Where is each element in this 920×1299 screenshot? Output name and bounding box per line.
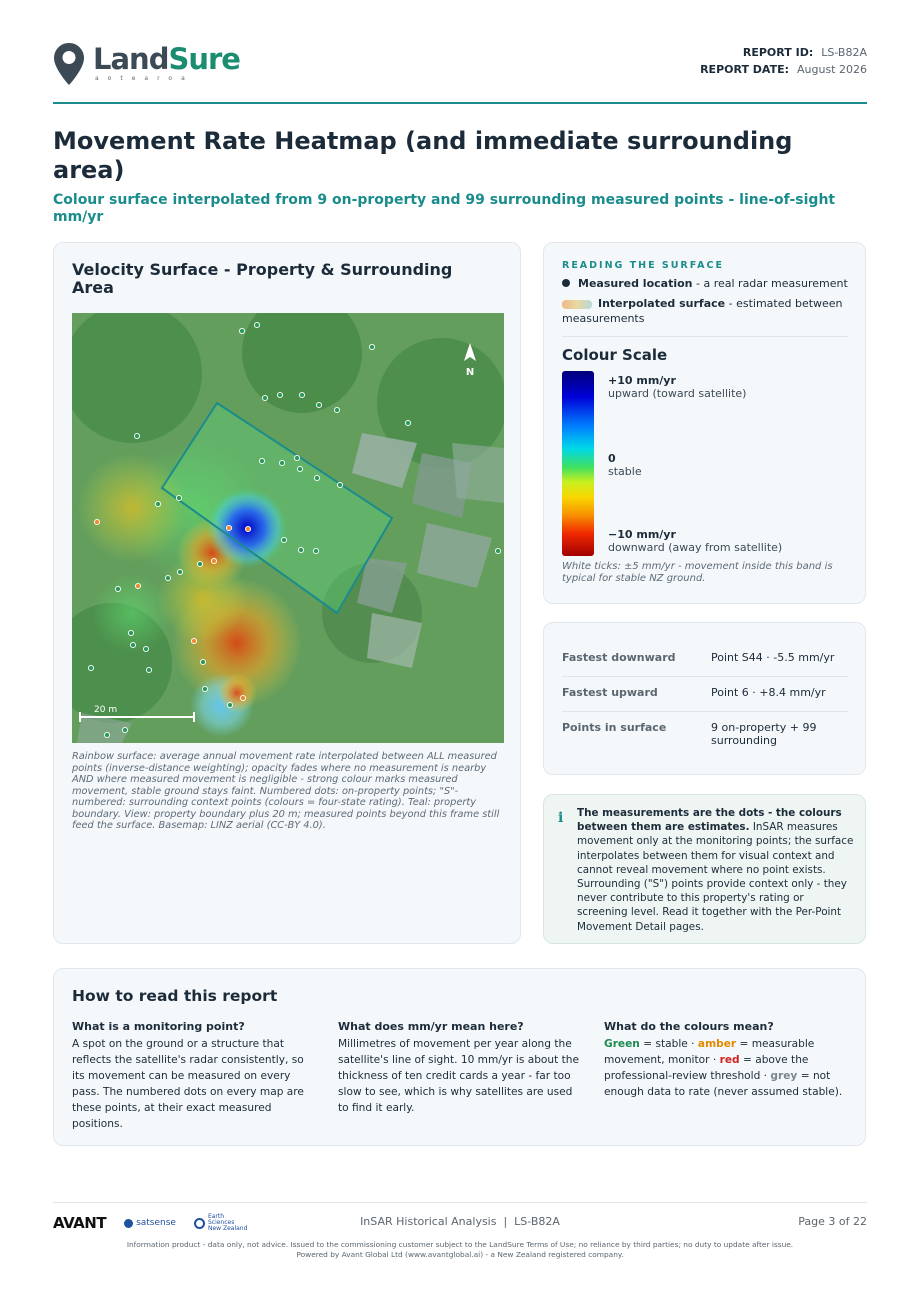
scale-bottom-value: −10 mm/yr: [608, 528, 676, 541]
measurement-point: [495, 548, 500, 553]
scale-label: 20 m: [94, 705, 118, 715]
how-to-read-card: [53, 968, 866, 1146]
scale-mid-value: 0: [608, 452, 616, 465]
legend-eyebrow: READING THE SURFACE: [562, 260, 724, 271]
report-date-value: August 2026: [797, 63, 867, 76]
measurement-point: [369, 344, 374, 349]
howto-col-title: What do the colours mean?: [604, 1020, 774, 1033]
measurement-point: [177, 569, 182, 574]
disclaimer-line: Powered by Avant Global Ltd (www.avantglobal.ai) - a New Zealand registered company.: [296, 1250, 624, 1259]
footer-disclaimer: [53, 1240, 867, 1260]
howto-col-text: Millimetres of movement per year along the satellite's line of sight. 10 mm/yr is about the thickness of ten credit cards a year - far too slow to see, which is why satellites are used to find it early.: [338, 1038, 580, 1114]
measurement-point: [298, 547, 303, 552]
info-rest: InSAR measures movement only at the monitoring points; the surface interpolates between them for visual context and cannot reveal movement where no point exists. Surrounding ("S") points provide context only - they never contribute to this property's rating or screening level. Read it together with the Per-Point Movement Detail pages.: [577, 821, 854, 933]
measurement-point: [259, 458, 264, 463]
measurement-point: [245, 526, 250, 531]
info-icon: i: [558, 810, 564, 826]
scale-top-label: [608, 374, 746, 400]
avant-logo: AVANT: [53, 1214, 107, 1232]
earth-sciences-logo: [194, 1214, 248, 1232]
stat-label: Points in surface: [562, 721, 667, 734]
measurement-point: [128, 630, 133, 635]
landsure-logo: [53, 42, 240, 86]
measurement-point: [104, 732, 109, 737]
map-pin-icon: [53, 42, 85, 86]
colour-text: = above the professional-review threshold ·: [604, 1054, 809, 1082]
measurement-point: [294, 455, 299, 460]
measurement-point: [297, 466, 302, 471]
measurement-point: [94, 519, 99, 524]
satsense-logo: [124, 1218, 176, 1228]
measurement-point: [115, 586, 120, 591]
legend-measured-label: Measured location: [578, 277, 693, 290]
legend-interp-label: Interpolated surface: [598, 297, 726, 310]
colour-text: = not enough data to rate (never assumed stable).: [604, 1070, 843, 1098]
measurement-point: [197, 561, 202, 566]
page-header: [53, 42, 867, 104]
stats-card: [543, 622, 866, 775]
stat-label: Fastest upward: [562, 686, 658, 699]
report-date-label: REPORT DATE:: [700, 63, 789, 76]
howto-col-text: A spot on the ground or a structure that reflects the satellite's radar consistently, so its movement can be measured on every pass. The numbered dots on every map are these points, at their exact measured positions.: [72, 1038, 304, 1130]
logo-subtitle: aotearoa: [95, 75, 194, 82]
measurement-point: [314, 475, 319, 480]
measurement-point: [165, 575, 170, 580]
scale-mid-label: [608, 452, 642, 478]
stat-value: Point S44 · -5.5 mm/yr: [711, 651, 835, 664]
measurement-point: [176, 495, 181, 500]
howto-col-title: What is a monitoring point?: [72, 1020, 245, 1033]
measurement-point: [211, 558, 216, 563]
measurement-point: [277, 392, 282, 397]
measurement-point: [239, 328, 244, 333]
measured-dot-icon: [562, 279, 570, 287]
measurement-point: [337, 482, 342, 487]
logo-word-sure: Sure: [168, 42, 240, 76]
measurement-point: [226, 525, 231, 530]
info-text: [577, 806, 855, 934]
report-id-value: LS-B82A: [821, 46, 867, 59]
scale-note: White ticks: ±5 mm/yr - movement inside this band is typical for stable NZ ground.: [562, 561, 833, 584]
howto-col-title: What does mm/yr mean here?: [338, 1020, 524, 1033]
scale-bottom-desc: downward (away from satellite): [608, 541, 783, 554]
report-id-label: REPORT ID:: [742, 46, 814, 59]
partner-logos: [53, 1214, 248, 1232]
measurement-point: [240, 695, 245, 700]
measurement-point: [279, 460, 284, 465]
colour-scale-bar: [562, 371, 594, 556]
footer-report-name: InSAR Historical Analysis | LS-B82A: [360, 1215, 560, 1228]
divider: [562, 711, 848, 712]
howto-col-mm-yr: [338, 1020, 583, 1116]
scale-top-desc: upward (toward satellite): [608, 387, 747, 400]
colour-green-label: Green: [604, 1038, 640, 1050]
legend-interpolated: [562, 296, 852, 326]
legend-card: [543, 242, 866, 604]
map-heading: Velocity Surface - Property & Surrounding Area: [72, 260, 453, 297]
measurement-point: [313, 548, 318, 553]
colour-grey-label: grey: [770, 1070, 798, 1082]
info-bold: The measurements are the dots - the colours between them are estimates.: [577, 807, 842, 834]
satsense-label: satsense: [136, 1218, 176, 1228]
earth-sciences-label: Earth Sciences New Zealand: [207, 1213, 248, 1232]
footer-divider: [53, 1202, 867, 1203]
interpolated-swatch-icon: [562, 300, 592, 309]
legend-measured-desc: - a real radar measurement: [692, 277, 848, 290]
scale-bottom-label: [608, 528, 782, 554]
measurement-point: [88, 665, 93, 670]
howto-heading: How to read this report: [72, 987, 278, 1005]
scale-top-value: +10 mm/yr: [608, 374, 676, 387]
colour-scale-title: Colour Scale: [562, 346, 668, 364]
measurement-point: [155, 501, 160, 506]
measurement-point: [405, 420, 410, 425]
measurement-point: [334, 407, 339, 412]
velocity-surface-card: [53, 242, 521, 944]
measurement-point: [135, 583, 140, 588]
colour-red-label: red: [719, 1054, 740, 1066]
measurement-point: [122, 727, 127, 732]
measurement-point: [254, 322, 259, 327]
scale-mid-desc: stable: [608, 465, 642, 478]
earth-sciences-icon: [194, 1218, 205, 1229]
divider: [562, 676, 848, 677]
divider: [562, 336, 848, 337]
stat-value: 9 on-property + 99 surrounding: [711, 721, 817, 747]
velocity-heatmap: [72, 313, 504, 743]
page-subtitle: Colour surface interpolated from 9 on-property and 99 surrounding measured points - line-of-sight mm/yr: [53, 192, 836, 225]
info-callout: [543, 794, 866, 944]
colour-amber-label: amber: [697, 1038, 737, 1050]
north-label: N: [465, 367, 475, 378]
map-caption: Rainbow surface: average annual movement rate interpolated between ALL measured points (inverse-distance weighting); opacity fades where no measurement is nearby AND where measured movement is negligible - strong colour marks measured movement, stable ground stays faint. Numbered dots: on-property points; "S"-numbered: surrounding context points (colours = four-state rating). Teal: property boundary. View: property boundary plus 20 m; measured points beyond this frame still feed the surface. Basemap: LINZ aerial (CC-BY 4.0).: [72, 751, 500, 831]
satsense-icon: [124, 1219, 133, 1228]
measurement-point: [299, 392, 304, 397]
page-title: Movement Rate Heatmap (and immediate surrounding area): [53, 127, 793, 184]
howto-col-colours: [604, 1020, 849, 1100]
stat-value: Point 6 · +8.4 mm/yr: [711, 686, 826, 699]
measurement-point: [146, 667, 151, 672]
measurement-point: [262, 395, 267, 400]
legend-measured: [562, 277, 848, 290]
stat-label: Fastest downward: [562, 651, 676, 664]
measurement-point: [130, 642, 135, 647]
measurement-point: [134, 433, 139, 438]
page-number: Page 3 of 22: [798, 1215, 867, 1228]
measurement-point: [316, 402, 321, 407]
measurement-point: [200, 659, 205, 664]
report-meta: [700, 44, 867, 78]
colour-text: = measurable movement, monitor ·: [604, 1038, 815, 1066]
measurement-point: [202, 686, 207, 691]
measurement-point: [143, 646, 148, 651]
howto-col-text: [604, 1036, 849, 1100]
measurement-point: [227, 702, 232, 707]
howto-col-monitoring-point: [72, 1020, 317, 1132]
measurement-point: [191, 638, 196, 643]
legend-interp-desc: - estimated between measurements: [562, 297, 843, 325]
colour-text: = stable ·: [639, 1038, 698, 1050]
measurement-point: [281, 537, 286, 542]
disclaimer-line: Information product - data only, not advice. Issued to the commissioning customer subject to the LandSure Terms of Use; no reliance by third parties; no duty to update after issue.: [126, 1240, 794, 1249]
logo-word-land: Land: [93, 42, 169, 76]
